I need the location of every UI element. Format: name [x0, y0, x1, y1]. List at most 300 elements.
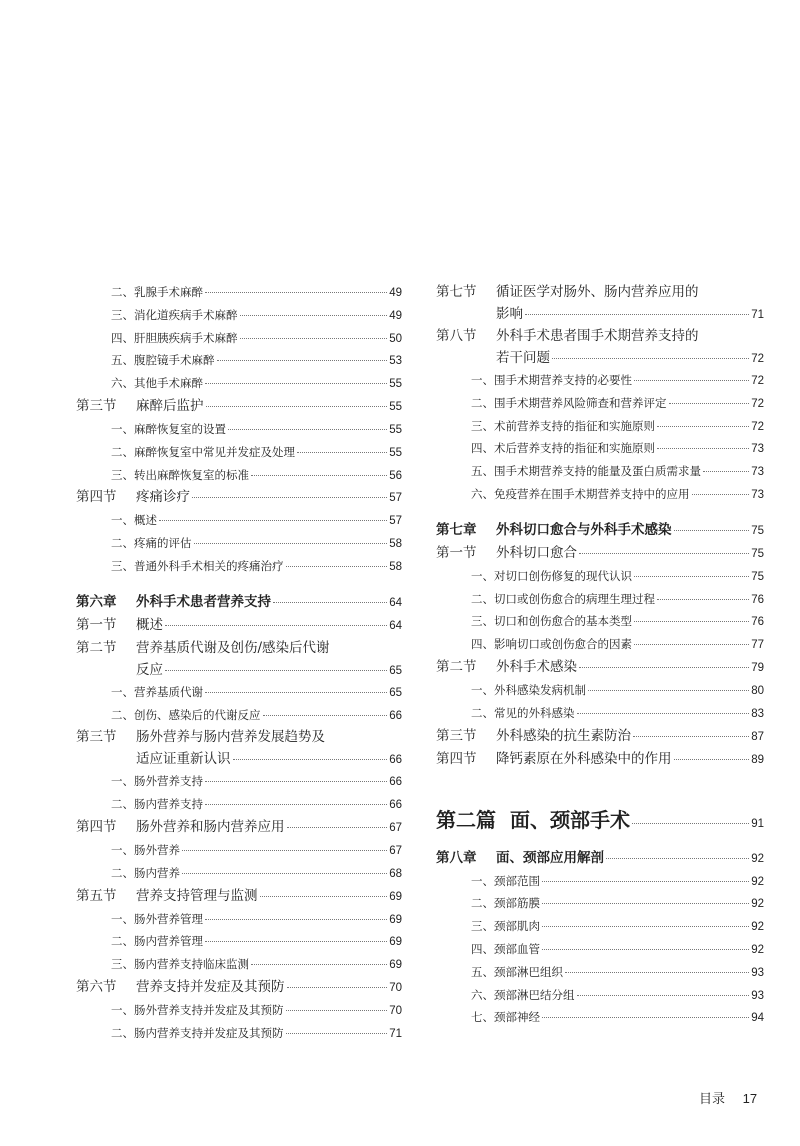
entry-title: 腹腔镜手术麻醉	[134, 353, 215, 368]
entry-title: 外科切口愈合	[496, 544, 577, 561]
toc-subsection[interactable]	[76, 418, 402, 441]
dot-leader	[674, 759, 750, 760]
entry-page: 55	[389, 378, 402, 391]
toc-subsection[interactable]	[436, 938, 764, 961]
dot-leader	[657, 448, 749, 449]
entry-prefix: 二、	[471, 896, 494, 911]
spacer	[76, 578, 402, 591]
entry-line	[436, 369, 764, 393]
entry-line	[76, 793, 402, 817]
toc-chapter[interactable]	[436, 847, 764, 870]
entry-line	[76, 953, 402, 977]
spacer	[436, 771, 764, 805]
spacer	[436, 506, 764, 519]
entry-line	[76, 614, 402, 638]
entry-title-cont: 影响	[496, 306, 523, 322]
entry-line	[76, 281, 402, 305]
dot-leader	[286, 566, 388, 567]
entry-prefix: 一、	[111, 1002, 134, 1017]
toc-subsection[interactable]	[436, 633, 764, 656]
entry-title: 肠外营养管理	[134, 911, 203, 926]
toc-subsection[interactable]	[76, 1022, 402, 1045]
entry-line	[436, 805, 764, 839]
dot-leader	[273, 602, 387, 603]
entry-prefix: 五、	[471, 464, 494, 479]
dot-leader	[205, 383, 387, 384]
entry-page: 66	[389, 799, 402, 812]
entry-title-cont: 适应证重新认识	[136, 751, 231, 768]
dot-leader	[657, 599, 749, 600]
toc-subsection[interactable]	[76, 770, 402, 793]
entry-line	[76, 885, 402, 909]
toc-subsection[interactable]	[76, 555, 402, 578]
entry-page: 69	[389, 959, 402, 972]
entry-prefix: 三、	[471, 614, 494, 629]
toc-subsection[interactable]	[436, 679, 764, 702]
toc-section[interactable]	[436, 325, 764, 369]
entry-line	[76, 637, 402, 659]
dot-leader	[251, 475, 387, 476]
entry-line	[436, 303, 764, 325]
toc-subsection[interactable]	[76, 281, 402, 304]
toc-part[interactable]	[436, 805, 764, 835]
toc-subsection[interactable]	[436, 892, 764, 915]
entry-page: 72	[751, 397, 764, 410]
entry-line	[436, 325, 764, 347]
entry-title: 概述	[136, 616, 163, 633]
toc-left-column	[76, 281, 402, 1045]
entry-prefix: 第三节	[76, 397, 117, 414]
toc-subsection[interactable]	[436, 369, 764, 392]
entry-prefix: 四、	[471, 441, 494, 456]
entry-line	[436, 892, 764, 916]
dot-leader	[297, 452, 387, 453]
entry-title: 肝胆胰疾病手术麻醉	[134, 330, 238, 345]
toc-subsection[interactable]	[436, 483, 764, 506]
entry-page: 92	[751, 898, 764, 911]
dot-leader	[233, 759, 388, 760]
entry-page: 55	[389, 423, 402, 436]
entry-page: 65	[389, 664, 402, 677]
dot-leader	[217, 360, 388, 361]
toc-subsection[interactable]	[436, 915, 764, 938]
entry-page: 64	[389, 596, 402, 609]
entry-line	[76, 704, 402, 728]
toc-section[interactable]	[76, 976, 402, 999]
toc-chapter[interactable]	[436, 519, 764, 542]
entry-page: 93	[751, 966, 764, 979]
toc-subsection[interactable]	[436, 961, 764, 984]
entry-title: 麻醉后监护	[136, 397, 204, 414]
entry-title: 外科切口愈合与外科手术感染	[496, 521, 672, 538]
entry-page: 70	[389, 1004, 402, 1017]
entry-title: 转出麻醉恢复室的标准	[134, 467, 249, 482]
entry-page: 79	[751, 661, 764, 674]
toc-subsection[interactable]	[436, 1006, 764, 1029]
entry-prefix: 六、	[471, 987, 494, 1002]
entry-page: 49	[389, 309, 402, 322]
entry-line	[436, 281, 764, 303]
entry-prefix: 二、	[111, 444, 134, 459]
entry-title: 肠外营养支持并发症及其预防	[134, 1002, 284, 1017]
entry-page: 66	[389, 776, 402, 789]
toc-subsection[interactable]	[436, 610, 764, 633]
entry-line	[436, 437, 764, 461]
toc-subsection[interactable]	[436, 702, 764, 725]
entry-title: 对切口创伤修复的现代认识	[494, 568, 632, 583]
entry-prefix: 二、	[471, 705, 494, 720]
entry-prefix: 三、	[471, 418, 494, 433]
entry-page: 91	[751, 817, 764, 830]
entry-title: 概述	[134, 513, 157, 528]
entry-title: 肠内营养支持并发症及其预防	[134, 1025, 284, 1040]
entry-prefix: 第二节	[436, 658, 477, 675]
toc-subsection[interactable]	[436, 984, 764, 1007]
entry-page: 93	[751, 989, 764, 1002]
dot-leader	[632, 823, 749, 824]
entry-line	[76, 1022, 402, 1046]
toc-subsection[interactable]	[436, 565, 764, 588]
entry-page: 94	[751, 1012, 764, 1025]
entry-page: 69	[389, 913, 402, 926]
entry-line	[436, 415, 764, 439]
entry-page: 75	[751, 570, 764, 583]
entry-line	[76, 418, 402, 442]
toc-section[interactable]	[76, 395, 402, 418]
entry-title: 肠外营养支持	[134, 774, 203, 789]
toc-section[interactable]	[76, 637, 402, 681]
entry-prefix: 第二篇	[436, 807, 496, 832]
entry-line	[436, 915, 764, 939]
toc-right-column	[436, 281, 764, 1029]
entry-prefix: 第一节	[76, 616, 117, 633]
entry-line	[436, 588, 764, 612]
entry-page: 73	[751, 443, 764, 456]
entry-title: 肠内营养支持临床监测	[134, 957, 249, 972]
dot-leader	[634, 380, 749, 381]
toc-subsection[interactable]	[76, 953, 402, 976]
dot-leader	[260, 896, 388, 897]
entry-line	[436, 610, 764, 634]
entry-page: 55	[389, 446, 402, 459]
toc-subsection[interactable]	[76, 793, 402, 816]
entry-prefix: 二、	[111, 707, 134, 722]
entry-page: 92	[751, 875, 764, 888]
entry-prefix: 二、	[471, 395, 494, 410]
toc-subsection[interactable]	[76, 509, 402, 532]
entry-prefix: 一、	[471, 873, 494, 888]
entry-prefix: 第七章	[436, 521, 477, 538]
entry-title-cont: 若干问题	[496, 350, 550, 366]
dot-leader	[525, 314, 749, 315]
entry-prefix: 二、	[111, 1025, 134, 1040]
entry-page: 72	[751, 420, 764, 433]
entry-page: 75	[751, 547, 764, 560]
entry-line	[76, 908, 402, 932]
entry-line	[436, 725, 764, 749]
entry-page: 58	[389, 538, 402, 551]
entry-prefix: 第六章	[76, 593, 117, 610]
entry-title: 外科手术感染	[496, 658, 577, 675]
dot-leader	[703, 471, 749, 472]
dot-leader	[286, 1033, 388, 1034]
dot-leader	[577, 713, 750, 714]
entry-title: 颈部神经	[494, 1010, 540, 1025]
entry-title: 营养基质代谢及创伤/感染后代谢	[136, 639, 330, 656]
toc-subsection[interactable]	[76, 704, 402, 727]
entry-prefix: 第一节	[436, 544, 477, 561]
entry-line	[436, 483, 764, 507]
entry-title: 颈部范围	[494, 873, 540, 888]
toc-subsection[interactable]	[436, 415, 764, 438]
toc-section[interactable]	[76, 816, 402, 839]
dot-leader	[634, 576, 749, 577]
entry-page: 72	[751, 353, 764, 365]
entry-line	[76, 976, 402, 1000]
toc-subsection[interactable]	[76, 930, 402, 953]
entry-title: 常见的外科感染	[494, 705, 575, 720]
toc-subsection[interactable]	[76, 349, 402, 372]
dot-leader	[228, 429, 387, 430]
dot-leader	[286, 1010, 388, 1011]
entry-line	[436, 870, 764, 894]
dot-leader	[205, 941, 387, 942]
entry-line	[436, 702, 764, 726]
entry-page: 70	[389, 981, 402, 994]
toc-subsection[interactable]	[76, 327, 402, 350]
entry-page: 68	[389, 867, 402, 880]
dot-leader	[240, 315, 388, 316]
entry-line	[436, 984, 764, 1008]
entry-prefix: 一、	[111, 774, 134, 789]
entry-line	[436, 519, 764, 543]
entry-line	[76, 659, 402, 681]
entry-line	[76, 395, 402, 419]
entry-prefix: 一、	[471, 568, 494, 583]
dot-leader	[542, 926, 749, 927]
entry-title: 营养支持管理与监测	[136, 887, 258, 904]
entry-title: 乳腺手术麻醉	[134, 285, 203, 299]
toc-section[interactable]	[436, 748, 764, 771]
entry-title: 切口和创伤愈合的基本类型	[494, 614, 632, 629]
entry-title: 面、颈部应用解剖	[496, 849, 604, 866]
entry-line	[76, 532, 402, 556]
entry-title: 消化道疾病手术麻醉	[134, 307, 238, 322]
entry-prefix: 第六节	[76, 978, 117, 995]
toc-subsection[interactable]	[436, 588, 764, 611]
entry-line	[436, 542, 764, 566]
dot-leader	[577, 995, 750, 996]
entry-line	[76, 464, 402, 488]
toc-subsection[interactable]	[76, 304, 402, 327]
entry-line	[436, 392, 764, 416]
dot-leader	[205, 692, 387, 693]
entry-title: 免疫营养在围手术期营养支持中的应用	[494, 486, 690, 501]
toc-section[interactable]	[436, 656, 764, 679]
toc-subsection[interactable]	[76, 908, 402, 931]
entry-title: 围手术期营养支持的能量及蛋白质需求量	[494, 464, 701, 479]
entry-title: 肠内营养管理	[134, 934, 203, 949]
entry-title: 影响切口或创伤愈合的因素	[494, 637, 632, 652]
dot-leader	[205, 804, 387, 805]
toc-subsection[interactable]	[76, 532, 402, 555]
entry-prefix: 第八章	[436, 849, 477, 866]
toc-subsection[interactable]	[436, 392, 764, 415]
entry-prefix: 七、	[471, 1010, 494, 1025]
entry-prefix: 二、	[111, 934, 134, 949]
entry-line	[76, 930, 402, 954]
entry-title: 颈部筋膜	[494, 896, 540, 911]
entry-prefix: 三、	[471, 919, 494, 934]
entry-page: 92	[751, 921, 764, 934]
entry-page: 73	[751, 488, 764, 501]
dot-leader	[205, 292, 387, 293]
toc-chapter[interactable]	[76, 591, 402, 614]
entry-prefix: 二、	[111, 285, 134, 299]
entry-title: 外科感染的抗生素防治	[496, 727, 631, 744]
toc-subsection[interactable]	[76, 999, 402, 1022]
entry-prefix: 第五节	[76, 887, 117, 904]
entry-title: 外科感染发病机制	[494, 682, 586, 697]
entry-line	[76, 441, 402, 465]
entry-prefix: 二、	[111, 865, 134, 880]
dot-leader	[692, 494, 750, 495]
entry-page: 76	[751, 593, 764, 606]
entry-page: 65	[389, 686, 402, 699]
toc-subsection[interactable]	[76, 464, 402, 487]
entry-title: 肠外营养与肠内营养发展趋势及	[136, 729, 325, 746]
toc-subsection[interactable]	[76, 441, 402, 464]
entry-prefix: 第七节	[436, 284, 477, 300]
entry-page: 67	[389, 821, 402, 834]
entry-page: 76	[751, 616, 764, 629]
toc-subsection[interactable]	[76, 862, 402, 885]
dot-leader	[579, 553, 749, 554]
dot-leader	[205, 919, 387, 920]
entry-prefix: 第三节	[76, 729, 117, 746]
entry-page: 57	[389, 492, 402, 505]
entry-prefix: 四、	[111, 330, 134, 345]
dot-leader	[542, 1017, 749, 1018]
entry-page: 56	[389, 469, 402, 482]
entry-line	[76, 555, 402, 579]
entry-prefix: 三、	[111, 467, 134, 482]
toc-section[interactable]	[436, 725, 764, 748]
dot-leader	[182, 873, 387, 874]
entry-line	[436, 460, 764, 484]
entry-page: 69	[389, 936, 402, 949]
entry-prefix: 第八节	[436, 328, 477, 344]
entry-page: 57	[389, 515, 402, 528]
entry-line	[76, 681, 402, 705]
entry-prefix: 二、	[471, 591, 494, 606]
entry-prefix: 一、	[111, 842, 134, 857]
dot-leader	[588, 690, 749, 691]
entry-page: 69	[389, 890, 402, 903]
dot-leader	[579, 667, 749, 668]
entry-prefix: 二、	[111, 797, 134, 812]
entry-prefix: 二、	[111, 536, 134, 551]
dot-leader	[240, 338, 388, 339]
entry-line	[76, 862, 402, 886]
entry-prefix: 五、	[111, 353, 134, 368]
entry-line	[436, 656, 764, 680]
entry-line	[436, 347, 764, 369]
entry-page: 77	[751, 639, 764, 652]
toc-section[interactable]	[76, 486, 402, 509]
entry-title: 外科手术患者围手术期营养支持的	[496, 328, 699, 344]
dot-leader	[542, 949, 749, 950]
entry-prefix: 六、	[471, 486, 494, 501]
toc-subsection[interactable]	[76, 839, 402, 862]
entry-page: 73	[751, 466, 764, 479]
dot-leader	[633, 736, 749, 737]
entry-line	[76, 999, 402, 1023]
entry-prefix: 四、	[471, 637, 494, 652]
entry-line	[76, 372, 402, 396]
entry-line	[76, 591, 402, 615]
entry-title: 围手术期营养支持的必要性	[494, 373, 632, 387]
entry-page: 53	[389, 355, 402, 368]
dot-leader	[552, 358, 749, 359]
entry-page: 80	[751, 684, 764, 697]
dot-leader	[205, 781, 387, 782]
toc-subsection[interactable]	[436, 870, 764, 893]
entry-page: 58	[389, 560, 402, 573]
dot-leader	[165, 625, 387, 626]
entry-prefix: 一、	[471, 682, 494, 697]
toc-section[interactable]	[76, 885, 402, 908]
dot-leader	[634, 644, 749, 645]
toc-section[interactable]	[76, 726, 402, 770]
entry-prefix: 第四节	[76, 489, 117, 506]
entry-title: 其他手术麻醉	[134, 376, 203, 391]
entry-line	[76, 327, 402, 351]
entry-line	[76, 816, 402, 840]
dot-leader	[287, 827, 388, 828]
toc-subsection[interactable]	[436, 460, 764, 483]
entry-line	[76, 839, 402, 863]
entry-prefix: 第三节	[436, 727, 477, 744]
toc-subsection[interactable]	[76, 681, 402, 704]
entry-title: 麻醉恢复室中常见并发症及处理	[134, 444, 295, 459]
dot-leader	[669, 403, 750, 404]
footer-label: 目录	[699, 1091, 726, 1106]
dot-leader	[192, 497, 387, 498]
entry-title: 颈部血管	[494, 941, 540, 956]
toc-section[interactable]	[76, 614, 402, 637]
entry-line	[436, 633, 764, 657]
entry-prefix: 一、	[111, 513, 134, 528]
entry-title-cont: 反应	[136, 661, 163, 678]
toc-section[interactable]	[436, 281, 764, 325]
toc-section[interactable]	[436, 542, 764, 565]
toc-subsection[interactable]	[76, 372, 402, 395]
entry-prefix: 六、	[111, 376, 134, 391]
entry-title: 颈部淋巴结分组	[494, 987, 575, 1002]
dot-leader	[182, 850, 387, 851]
entry-line	[76, 304, 402, 328]
entry-title: 肠内营养	[134, 865, 180, 880]
entry-title: 创伤、感染后的代谢反应	[134, 707, 261, 722]
toc-subsection[interactable]	[436, 437, 764, 460]
entry-prefix: 第四节	[436, 750, 477, 767]
entry-title: 切口或创伤愈合的病理生理过程	[494, 591, 655, 606]
entry-prefix: 一、	[111, 911, 134, 926]
dot-leader	[657, 426, 749, 427]
entry-page: 83	[751, 707, 764, 720]
entry-page: 49	[389, 287, 402, 299]
